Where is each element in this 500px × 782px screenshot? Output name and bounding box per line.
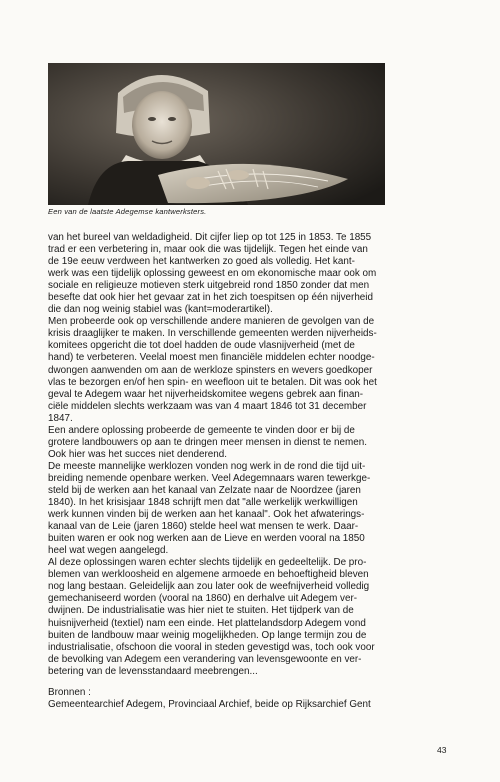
body-line: werk was een tijdelijk oplossing geweest en om ekonomische maar ook om: [48, 268, 377, 280]
body-line: de bevolking van Adegem een verandering van levensgewoonte en ver-: [48, 653, 362, 665]
body-line: industrialisatie, ofschoon die vooral in steden gevestigd was, toch ook voor: [48, 641, 375, 653]
body-line: breiding nemende openbare werken. Veel Adegemnaars waren tewerkge-: [48, 472, 371, 484]
body-line: Ook hier was het succes niet denderend.: [48, 448, 227, 460]
body-text: [48, 232, 458, 711]
body-line: buiten waren er ook nog werken aan de Lieve en werden vooral na 1850: [48, 533, 365, 545]
body-line: trad er een verbetering in, maar ook die was tijdelijk. Tegen het einde van: [48, 244, 368, 256]
body-line: die dan nog weinig stabiel was (kant=moderartikel).: [48, 304, 273, 316]
body-line: grotere landbouwers op aan te dringen meer mensen in dienst te nemen.: [48, 436, 367, 448]
body-line: kanaal van de Leie (jaren 1860) stelde heel wat mensen te werk. Daar-: [48, 521, 359, 533]
sources-text: Gemeentearchief Adegem, Provinciaal Archief, beide op Rijksarchief Gent: [48, 698, 371, 710]
body-line: buiten de landbouw maar weinig mogelijkheden. Op lange termijn zou de: [48, 629, 367, 641]
body-line: Al deze oplossingen waren echter slechts tijdelijk en gedeeltelijk. De pro-: [48, 557, 367, 569]
body-line: hand) te verbeteren. Veelal moest men financiële middelen echter noodge-: [48, 352, 375, 364]
body-line: vlas te bezorgen en/of hen spin- en weefloon uit te betalen. Dit was ook het: [48, 376, 377, 388]
body-line: De meeste mannelijke werklozen vonden nog werk in de rond die tijd uit-: [48, 460, 366, 472]
page-number: 43: [437, 745, 447, 755]
body-line: nog lang bestaan. Geleidelijk aan zou later ook de weefnijverheid volledig: [48, 581, 370, 593]
body-line: Een andere oplossing probeerde de gemeente te vinden door er bij de: [48, 424, 355, 436]
body-line: betering van de levensstandaard meebrengen...: [48, 665, 258, 677]
body-line: gemechaniseerd worden (vooral na 1860) en derhalve uit Adegem ver-: [48, 593, 358, 605]
lacemaker-photo: [48, 63, 385, 205]
body-line: sociale en religieuze motieven sterk uitgebreid rond 1850 zonder dat men: [48, 280, 370, 292]
body-line: de 19e eeuw verdween het kantwerken zo goed als volledig. Het kant-: [48, 256, 355, 268]
body-line: werk kunnen vinden bij de werken aan het kanaal". Ook het afwaterings-: [48, 509, 365, 521]
body-line: 1847.: [48, 412, 73, 424]
body-line: ciële middelen slechts werkzaam was van 4 maart 1846 tot 31 december: [48, 400, 367, 412]
body-line: dwijnen. De industrialisatie was hier niet te stuiten. Het tijdperk van de: [48, 605, 354, 617]
lacemaker-photo-image: [48, 63, 385, 205]
body-line: krisis draaglijker te maken. In verschillende gemeenten werden nijverheids-: [48, 328, 377, 340]
body-line: Men probeerde ook op verschillende andere manieren de gevolgen van de: [48, 316, 375, 328]
sources-heading: Bronnen :: [48, 686, 91, 698]
body-line: blemen van werkloosheid en algemene armoede en behoeftigheid bleven: [48, 569, 369, 581]
body-line: dwongen aanwenden om aan de werkloze spinsters en wevers goedkoper: [48, 364, 373, 376]
body-line: huisnijverheid (textiel) nam een einde. Het plattelandsdorp Adegem vond: [48, 617, 366, 629]
paragraph-gap: [48, 678, 458, 687]
body-line: 1840). In het krisisjaar 1848 schrijft men dat "alle werkelijk werkwilligen: [48, 497, 358, 509]
body-line: besefte dat ook hier het gevaar zat in het zich toespitsen op één nijverheid: [48, 292, 373, 304]
body-line: heel wat wegen aangelegd.: [48, 545, 169, 557]
body-line: steld bij de werken aan het kanaal van Zelzate naar de Noordzee (jaren: [48, 484, 361, 496]
body-line: van het bureel van weldadigheid. Dit cijfer liep op tot 125 in 1853. Te 1855: [48, 232, 372, 243]
photo-caption: Een van de laatste Adegemse kantwerksters.: [48, 207, 207, 216]
body-line: geval te Adegem waar het nijverheidskomitee wegens gebrek aan finan-: [48, 388, 364, 400]
body-line: komitees opgericht die tot doel hadden de oude vlasnijverheid (met de: [48, 340, 355, 352]
